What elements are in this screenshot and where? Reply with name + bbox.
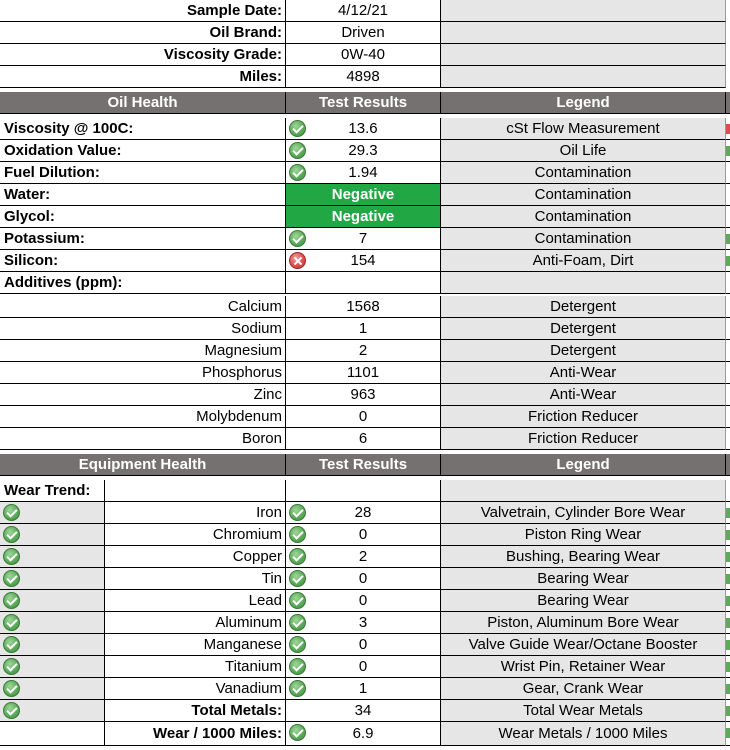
additive-row — [0, 296, 730, 318]
metal-value: 3 — [358, 614, 368, 631]
check-circle-icon — [289, 680, 306, 697]
edge-cell — [726, 406, 730, 428]
metal-legend[interactable]: Wrist Pin, Retainer Wear — [441, 656, 726, 678]
additive-legend[interactable]: Anti-Wear — [441, 362, 726, 384]
total-legend[interactable]: Wear Metals / 1000 Miles — [441, 722, 726, 746]
total-row — [0, 700, 730, 722]
blank-cell[interactable] — [286, 480, 441, 502]
oil-legend[interactable]: Oil Life — [441, 140, 726, 162]
oil-label[interactable]: Glycol: — [0, 206, 286, 228]
edge-cell — [726, 612, 730, 634]
info-label[interactable]: Sample Date: — [0, 0, 286, 22]
additive-legend[interactable]: Detergent — [441, 318, 726, 340]
additive-value[interactable]: 1101 — [286, 362, 441, 384]
blank-cell[interactable] — [441, 480, 726, 502]
trend-cell[interactable] — [0, 546, 105, 568]
oil-value-cell[interactable] — [286, 228, 441, 250]
total-label[interactable]: Total Metals: — [105, 700, 286, 722]
oil-value: 13.6 — [348, 120, 378, 137]
x-circle-icon — [289, 252, 306, 269]
oil-legend[interactable]: Contamination — [441, 162, 726, 184]
metal-value: 0 — [358, 592, 368, 609]
info-label[interactable]: Viscosity Grade: — [0, 44, 286, 66]
wear-trend-label[interactable]: Wear Trend: — [0, 480, 105, 502]
check-circle-icon — [289, 614, 306, 631]
oil-label[interactable]: Oxidation Value: — [0, 140, 286, 162]
check-circle-icon — [289, 120, 306, 137]
metal-name[interactable]: Aluminum — [105, 612, 286, 634]
check-circle-icon — [289, 142, 306, 159]
oil-value: 7 — [358, 230, 368, 247]
metal-legend[interactable]: Gear, Crank Wear — [441, 678, 726, 700]
additive-row — [0, 318, 730, 340]
oil-value: 1.94 — [348, 164, 378, 181]
edge-pass-marker — [726, 530, 730, 540]
check-circle-icon — [289, 504, 306, 521]
oil-legend[interactable]: Contamination — [441, 184, 726, 206]
header-test-results[interactable]: Test Results — [286, 92, 441, 114]
header-edge — [726, 454, 730, 476]
metal-value-cell[interactable] — [286, 590, 441, 612]
metal-value: 0 — [358, 526, 368, 543]
metal-row — [0, 678, 730, 700]
additive-row — [0, 384, 730, 406]
metal-legend[interactable]: Valvetrain, Cylinder Bore Wear — [441, 502, 726, 524]
metal-value: 0 — [358, 658, 368, 675]
total-label[interactable]: Wear / 1000 Miles: — [105, 722, 286, 746]
additives-label-row — [0, 272, 730, 294]
edge-cell — [726, 568, 730, 590]
edge-cell — [726, 480, 730, 502]
info-value[interactable]: 0W-40 — [286, 44, 441, 66]
check-circle-icon — [289, 164, 306, 181]
metal-value-cell[interactable] — [286, 524, 441, 546]
total-legend[interactable]: Total Wear Metals — [441, 700, 726, 722]
metal-value: 0 — [358, 636, 368, 653]
check-circle-icon — [3, 614, 20, 631]
metal-value-cell[interactable] — [286, 612, 441, 634]
edge-pass-marker — [726, 508, 730, 518]
check-circle-icon — [3, 592, 20, 609]
edge-pass-marker — [726, 706, 730, 716]
edge-pass-marker — [726, 256, 730, 266]
additive-row — [0, 340, 730, 362]
edge-cell — [726, 590, 730, 612]
oil-row — [0, 206, 730, 228]
info-row — [0, 66, 730, 88]
edge-cell — [726, 634, 730, 656]
oil-value: 29.3 — [348, 142, 378, 159]
edge-cell — [726, 272, 730, 294]
edge-pass-marker — [726, 234, 730, 244]
total-row — [0, 722, 730, 746]
edge-fail-marker — [726, 124, 730, 134]
info-value[interactable]: 4898 — [286, 66, 441, 88]
edge-cell — [726, 362, 730, 384]
info-row — [0, 44, 730, 66]
additive-name[interactable]: Phosphorus — [0, 362, 286, 384]
metal-name[interactable]: Iron — [105, 502, 286, 524]
edge-cell — [726, 118, 730, 140]
additive-legend[interactable]: Anti-Wear — [441, 384, 726, 406]
metal-row — [0, 524, 730, 546]
edge-cell — [726, 206, 730, 228]
edge-cell — [726, 162, 730, 184]
oil-value-cell[interactable] — [286, 118, 441, 140]
info-label[interactable]: Miles: — [0, 66, 286, 88]
check-circle-icon — [3, 702, 20, 719]
metal-name[interactable]: Chromium — [105, 524, 286, 546]
edge-cell — [726, 340, 730, 362]
additive-value[interactable]: 1568 — [286, 296, 441, 318]
edge-pass-marker — [726, 728, 730, 738]
metal-name[interactable]: Vanadium — [105, 678, 286, 700]
edge-pass-marker — [726, 596, 730, 606]
check-circle-icon — [3, 680, 20, 697]
negative-result[interactable]: Negative — [286, 206, 441, 228]
metal-name[interactable]: Copper — [105, 546, 286, 568]
blank-cell[interactable] — [441, 66, 726, 88]
oil-legend[interactable]: Anti-Foam, Dirt — [441, 250, 726, 272]
metal-value-cell[interactable] — [286, 568, 441, 590]
metal-value: 28 — [354, 504, 372, 521]
trend-cell[interactable] — [0, 656, 105, 678]
additive-value[interactable]: 2 — [286, 340, 441, 362]
trend-cell[interactable] — [0, 700, 105, 722]
info-value[interactable]: 4/12/21 — [286, 0, 441, 22]
blank-cell[interactable] — [441, 44, 726, 66]
blank-cell[interactable] — [441, 0, 726, 22]
wear-trend-row — [0, 480, 730, 502]
blank-cell[interactable] — [0, 722, 105, 746]
check-circle-icon — [3, 636, 20, 653]
additive-value[interactable]: 6 — [286, 428, 441, 450]
additive-legend[interactable]: Friction Reducer — [441, 428, 726, 450]
check-circle-icon — [3, 570, 20, 587]
check-circle-icon — [289, 592, 306, 609]
trend-cell[interactable] — [0, 612, 105, 634]
oil-row — [0, 228, 730, 250]
additive-name[interactable]: Zinc — [0, 384, 286, 406]
oil-row — [0, 184, 730, 206]
edge-pass-marker — [726, 146, 730, 156]
metal-row — [0, 568, 730, 590]
header-legend[interactable]: Legend — [441, 454, 726, 476]
additive-row — [0, 362, 730, 384]
info-row — [0, 0, 730, 22]
check-circle-icon — [289, 548, 306, 565]
metal-value: 0 — [358, 570, 368, 587]
trend-cell[interactable] — [0, 524, 105, 546]
check-circle-icon — [289, 526, 306, 543]
total-value: 6.9 — [352, 725, 374, 742]
check-circle-icon — [3, 658, 20, 675]
info-value[interactable]: Driven — [286, 22, 441, 44]
metal-value-cell[interactable] — [286, 656, 441, 678]
negative-result[interactable]: Negative — [286, 184, 441, 206]
total-value-cell[interactable] — [286, 722, 441, 746]
additive-name[interactable]: Calcium — [0, 296, 286, 318]
additive-row — [0, 406, 730, 428]
oil-health-header — [0, 92, 730, 114]
check-circle-icon — [289, 230, 306, 247]
edge-pass-marker — [726, 618, 730, 628]
additive-name[interactable]: Boron — [0, 428, 286, 450]
trend-cell[interactable] — [0, 502, 105, 524]
metal-value: 1 — [358, 680, 368, 697]
edge-cell — [726, 700, 730, 722]
metal-legend[interactable]: Piston Ring Wear — [441, 524, 726, 546]
edge-cell — [726, 678, 730, 700]
oil-legend[interactable]: cSt Flow Measurement — [441, 118, 726, 140]
check-circle-icon — [3, 504, 20, 521]
edge-cell — [726, 140, 730, 162]
total-value[interactable]: 34 — [286, 700, 441, 722]
metal-legend[interactable]: Piston, Aluminum Bore Wear — [441, 612, 726, 634]
oil-row — [0, 140, 730, 162]
edge-cell — [726, 384, 730, 406]
additive-legend[interactable]: Detergent — [441, 340, 726, 362]
additives-label[interactable]: Additives (ppm): — [0, 272, 286, 294]
additive-value[interactable]: 1 — [286, 318, 441, 340]
metal-value-cell[interactable] — [286, 678, 441, 700]
oil-legend[interactable]: Contamination — [441, 206, 726, 228]
check-circle-icon — [289, 636, 306, 653]
metal-value: 2 — [358, 548, 368, 565]
metal-legend[interactable]: Valve Guide Wear/Octane Booster — [441, 634, 726, 656]
edge-cell — [726, 296, 730, 318]
additive-legend[interactable]: Friction Reducer — [441, 406, 726, 428]
edge-pass-marker — [726, 574, 730, 584]
metal-value-cell[interactable] — [286, 634, 441, 656]
edge-cell — [726, 428, 730, 450]
additive-value[interactable]: 0 — [286, 406, 441, 428]
oil-label[interactable]: Viscosity @ 100C: — [0, 118, 286, 140]
additive-name[interactable]: Sodium — [0, 318, 286, 340]
header-test-results[interactable]: Test Results — [286, 454, 441, 476]
edge-cell — [726, 502, 730, 524]
header-equipment-health[interactable]: Equipment Health — [0, 454, 286, 476]
oil-label[interactable]: Potassium: — [0, 228, 286, 250]
metal-legend[interactable]: Bearing Wear — [441, 590, 726, 612]
trend-cell[interactable] — [0, 568, 105, 590]
oil-label[interactable]: Fuel Dilution: — [0, 162, 286, 184]
metal-name[interactable]: Tin — [105, 568, 286, 590]
trend-cell[interactable] — [0, 634, 105, 656]
oil-value-cell[interactable] — [286, 162, 441, 184]
additive-value[interactable]: 963 — [286, 384, 441, 406]
blank-cell[interactable] — [441, 22, 726, 44]
edge-cell — [726, 250, 730, 272]
metal-row — [0, 502, 730, 524]
metal-row — [0, 656, 730, 678]
check-circle-icon — [3, 526, 20, 543]
oil-label[interactable]: Water: — [0, 184, 286, 206]
blank-cell[interactable] — [441, 272, 726, 294]
info-label[interactable]: Oil Brand: — [0, 22, 286, 44]
additive-legend[interactable]: Detergent — [441, 296, 726, 318]
edge-cell — [726, 524, 730, 546]
equipment-health-header — [0, 454, 730, 476]
oil-row — [0, 162, 730, 184]
blank-cell[interactable] — [105, 480, 286, 502]
oil-row — [0, 118, 730, 140]
oil-value-cell[interactable] — [286, 140, 441, 162]
oil-value-cell[interactable] — [286, 250, 441, 272]
edge-cell — [726, 184, 730, 206]
additive-name[interactable]: Molybdenum — [0, 406, 286, 428]
blank-cell[interactable] — [286, 272, 441, 294]
check-circle-icon — [289, 570, 306, 587]
metal-row — [0, 590, 730, 612]
metal-row — [0, 612, 730, 634]
trend-cell[interactable] — [0, 590, 105, 612]
oil-value: 154 — [350, 252, 376, 269]
trend-cell[interactable] — [0, 678, 105, 700]
header-oil-health[interactable]: Oil Health — [0, 92, 286, 114]
metal-legend[interactable]: Bearing Wear — [441, 568, 726, 590]
metal-name[interactable]: Manganese — [105, 634, 286, 656]
edge-cell — [726, 228, 730, 250]
additive-name[interactable]: Magnesium — [0, 340, 286, 362]
metal-value-cell[interactable] — [286, 502, 441, 524]
oil-legend[interactable]: Contamination — [441, 228, 726, 250]
edge-pass-marker — [726, 640, 730, 650]
metal-legend[interactable]: Bushing, Bearing Wear — [441, 546, 726, 568]
metal-row — [0, 634, 730, 656]
check-circle-icon — [289, 658, 306, 675]
info-row — [0, 22, 730, 44]
check-circle-icon — [3, 548, 20, 565]
edge-pass-marker — [726, 662, 730, 672]
metal-row — [0, 546, 730, 568]
additive-row — [0, 428, 730, 450]
edge-cell — [726, 318, 730, 340]
edge-pass-marker — [726, 552, 730, 562]
edge-pass-marker — [726, 684, 730, 694]
header-legend[interactable]: Legend — [441, 92, 726, 114]
oil-row — [0, 250, 730, 272]
oil-label[interactable]: Silicon: — [0, 250, 286, 272]
edge-cell — [726, 656, 730, 678]
metal-value-cell[interactable] — [286, 546, 441, 568]
edge-cell — [726, 722, 730, 746]
header-edge — [726, 92, 730, 114]
check-circle-icon — [289, 724, 306, 741]
metal-name[interactable]: Lead — [105, 590, 286, 612]
metal-name[interactable]: Titanium — [105, 656, 286, 678]
edge-cell — [726, 546, 730, 568]
